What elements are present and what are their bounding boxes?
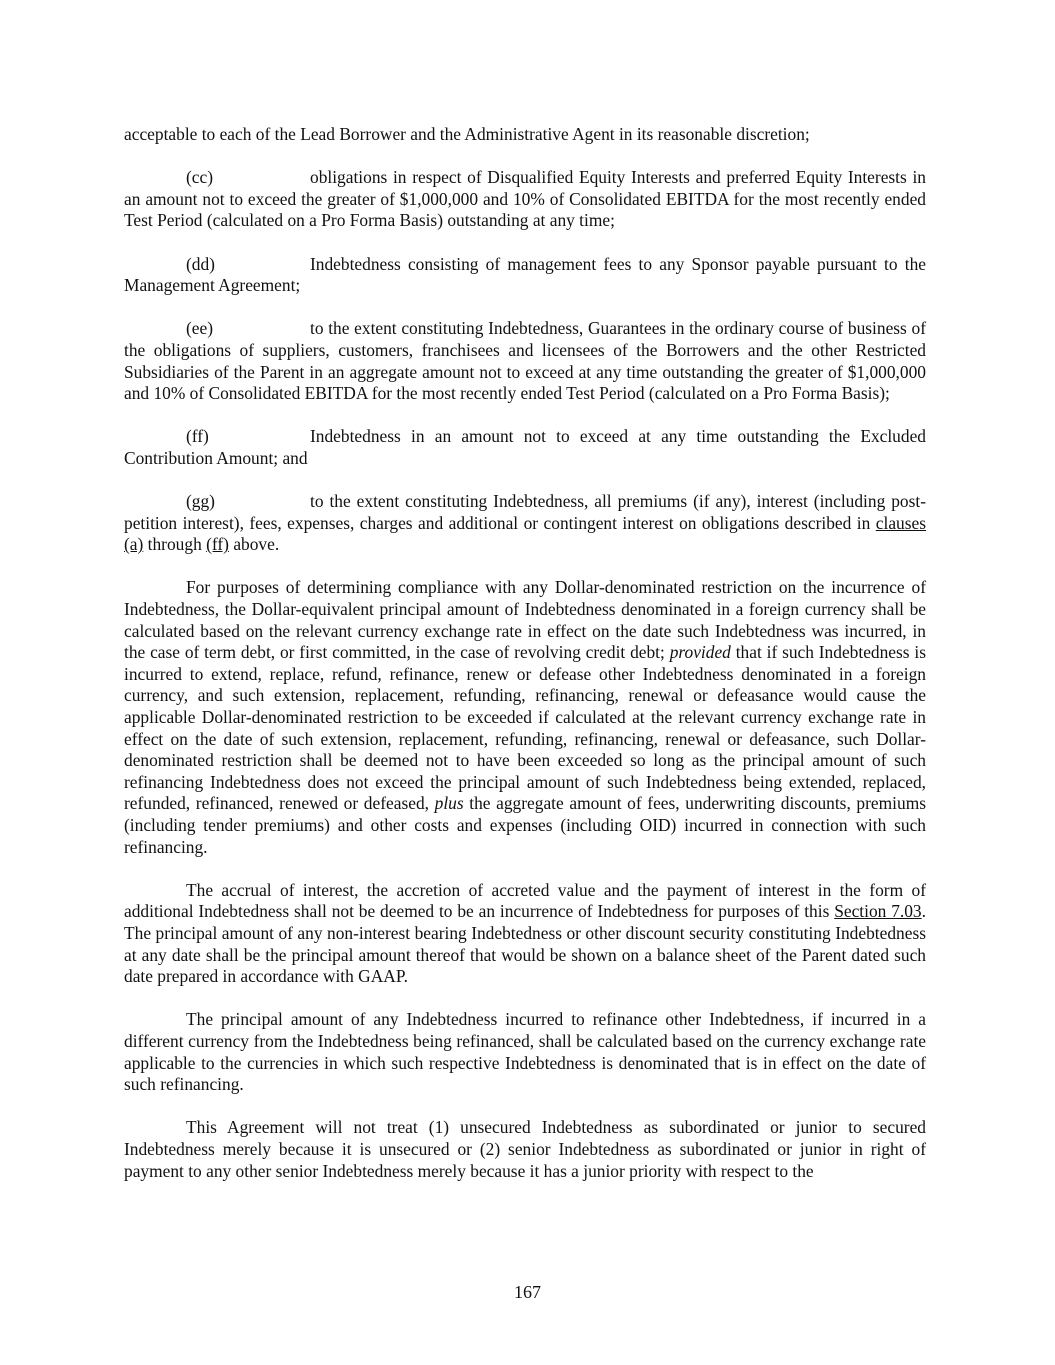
paragraph-text: The accrual of interest, the accretion of accreted value and the payment of interest in the form of additional Indebtedness shall not be deemed to be an incurrence of Indebtedness for purposes of this <box>124 879 926 922</box>
clause-reference-ff[interactable]: (ff) <box>206 534 229 555</box>
document-page <box>124 124 926 1204</box>
clause-cc <box>124 167 926 232</box>
paragraph-text: For purposes of determining compliance with any Dollar-denominated restriction on the incurrence of Indebtedness, the Dollar-equivalent principal amount of Indebtedness denominated in a foreign currency shall be calculated based on the relevant currency exchange rate in effect on the date such Indebtedness was incurred, in the case of term debt, or first committed, in the case of revolving credit debt; <box>124 577 926 663</box>
paragraph-refinance-currency: The principal amount of any Indebtedness incurred to refinance other Indebtedness, if incurred in a different currency from the Indebtedness being refinanced, shall be calculated based on the currency exchange rate applicable to the currencies in which such respective Indebtedness is denominated that is in effect on the date of such refinancing. <box>124 1009 926 1095</box>
section-reference-7-03[interactable]: Section 7.03 <box>834 901 922 922</box>
clause-text: Indebtedness in an amount not to exceed at any time outstanding the Excluded Contribution Amount; and <box>124 426 926 468</box>
clause-label: (cc) <box>186 167 214 188</box>
clause-ee <box>124 318 926 404</box>
clause-ff <box>124 426 926 469</box>
clause-text: through <box>143 534 207 555</box>
italic-term-plus: plus <box>434 793 464 814</box>
clause-label: (dd) <box>186 253 215 274</box>
clause-text: to the extent constituting Indebtedness, all premiums (if any), interest (including post-petition interest), fees, expenses, charges and additional or contingent interest on obligations described in <box>124 491 926 533</box>
clause-label: (gg) <box>186 491 215 512</box>
clause-dd <box>124 254 926 297</box>
page-number: 167 <box>514 1282 541 1302</box>
paragraph-text: the aggregate amount of fees, underwriting discounts, premiums (including tender premiums) and other costs and expenses (including OID) incurred in connection with such refinancing. <box>124 793 926 857</box>
clause-text: obligations in respect of Disqualified Equity Interests and preferred Equity Interests in an amount not to exceed the greater of $1,000,000 and 10% of Consolidated EBITDA for the most recently ended Test Period (calculated on a Pro Forma Basis) outstanding at any time; <box>124 167 926 231</box>
paragraph-text: that if such Indebtedness is incurred to extend, replace, refund, refinance, renew or defease other Indebtedness denominated in a foreign currency, and such extension, replacement, refunding, refinancing, renewal or defeasance would cause the applicable Dollar-denominated restriction to be exceeded if calculated at the relevant currency exchange rate in effect on the date of such extension, replacement, refunding, refinancing, renewal or defeasance, such Dollar-denominated restriction shall be deemed not to have been exceeded so long as the principal amount of such refinancing Indebtedness does not exceed the principal amount of such Indebtedness being extended, replaced, refunded, refinanced, renewed or defeased, <box>124 642 926 814</box>
clause-text: above. <box>228 534 280 555</box>
clause-gg <box>124 491 926 556</box>
paragraph-text: . The principal amount of any non-interest bearing Indebtedness or other discount security constituting Indebtedness at any date shall be the principal amount thereof that would be shown on a balance sheet of the Parent dated such date prepared in accordance with GAAP. <box>124 901 926 987</box>
clause-reference-a[interactable]: clauses (a) <box>124 512 926 555</box>
clause-label: (ee) <box>186 318 214 339</box>
paragraph-accrual-interest <box>124 880 926 988</box>
paragraph-agreement-seniority: This Agreement will not treat (1) unsecured Indebtedness as subordinated or junior to secured Indebtedness merely because it is unsecured or (2) senior Indebtedness as subordinated or junior in right of payment to any other senior Indebtedness merely because it has a junior priority with respect to the <box>124 1117 926 1181</box>
italic-term-provided: provided <box>669 642 731 663</box>
paragraph-currency-compliance <box>124 577 926 858</box>
clause-text: to the extent constituting Indebtedness, Guarantees in the ordinary course of business of the obligations of suppliers, customers, franchisees and licensees of the Borrowers and the other Restricted Subsidiaries of the Parent in an aggregate amount not to exceed at any time outstanding the greater of $1,000,000 and 10% of Consolidated EBITDA for the most recently ended Test Period (calculated on a Pro Forma Basis); <box>124 318 926 404</box>
lead-line: acceptable to each of the Lead Borrower and the Administrative Agent in its reasonable discretion; <box>124 124 810 144</box>
clause-label: (ff) <box>186 426 209 447</box>
clause-text: Indebtedness consisting of management fees to any Sponsor payable pursuant to the Management Agreement; <box>124 253 926 296</box>
